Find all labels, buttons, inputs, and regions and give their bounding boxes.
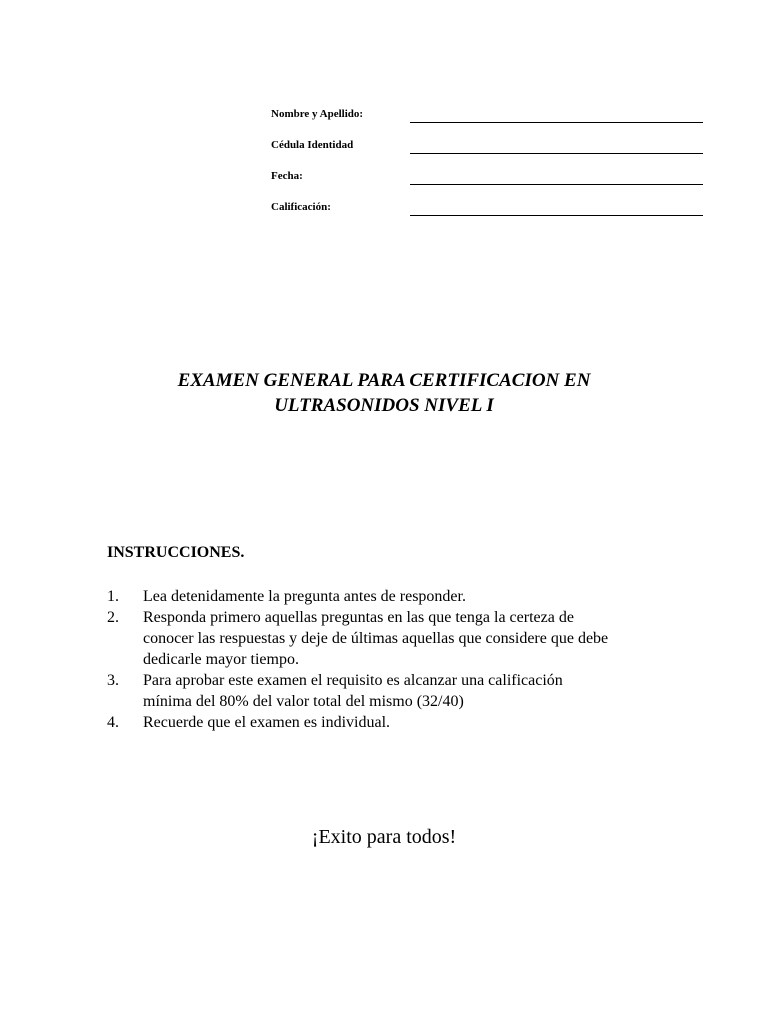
instruction-text [143, 586, 613, 607]
instructions-list [107, 586, 667, 733]
instruction-text [143, 670, 613, 712]
instruction-line: Responda primero aquellas preguntas en las que tenga la certeza de [143, 609, 574, 626]
instruction-text [143, 607, 613, 670]
closing-message: ¡Exito para todos! [311, 826, 457, 848]
instruction-line: conocer las respuestas y deje de últimas aquellas que considere que debe [143, 630, 609, 647]
name-field-line[interactable] [410, 122, 703, 123]
instruction-item [107, 607, 667, 670]
instruction-line: Para aprobar este examen el requisito es alcanzar una calificación [143, 672, 563, 689]
grade-field-line[interactable] [410, 215, 703, 216]
instruction-number: 1. [107, 588, 119, 605]
id-field-line[interactable] [410, 153, 703, 154]
instruction-item [107, 586, 667, 607]
instruction-item [107, 670, 667, 712]
instruction-number: 2. [107, 609, 119, 626]
grade-field-label: Calificación: [271, 201, 331, 213]
grade-field-row [271, 197, 703, 228]
instruction-item [107, 712, 667, 733]
instruction-text [143, 712, 613, 733]
id-field-label: Cédula Identidad [271, 139, 354, 151]
id-field-row [271, 135, 703, 166]
instructions-heading: INSTRUCCIONES. [107, 544, 245, 561]
date-field-label: Fecha: [271, 170, 303, 182]
exam-title-line-2: ULTRASONIDOS NIVEL I [274, 395, 494, 416]
date-field-row [271, 166, 703, 197]
instruction-line: Lea detenidamente la pregunta antes de responder. [143, 588, 466, 605]
instruction-line: mínima del 80% del valor total del mismo (32/40) [143, 693, 464, 710]
instruction-number: 3. [107, 672, 119, 689]
name-field-label: Nombre y Apellido: [271, 108, 364, 120]
name-field-row [271, 104, 703, 135]
instruction-number: 4. [107, 714, 119, 731]
instruction-line: Recuerde que el examen es individual. [143, 714, 391, 731]
date-field-line[interactable] [410, 184, 703, 185]
exam-title-line-1: EXAMEN GENERAL PARA CERTIFICACION EN [177, 370, 591, 391]
exam-title [0, 368, 768, 418]
student-info-fields [271, 104, 703, 228]
instruction-line: dedicarle mayor tiempo. [143, 651, 299, 668]
